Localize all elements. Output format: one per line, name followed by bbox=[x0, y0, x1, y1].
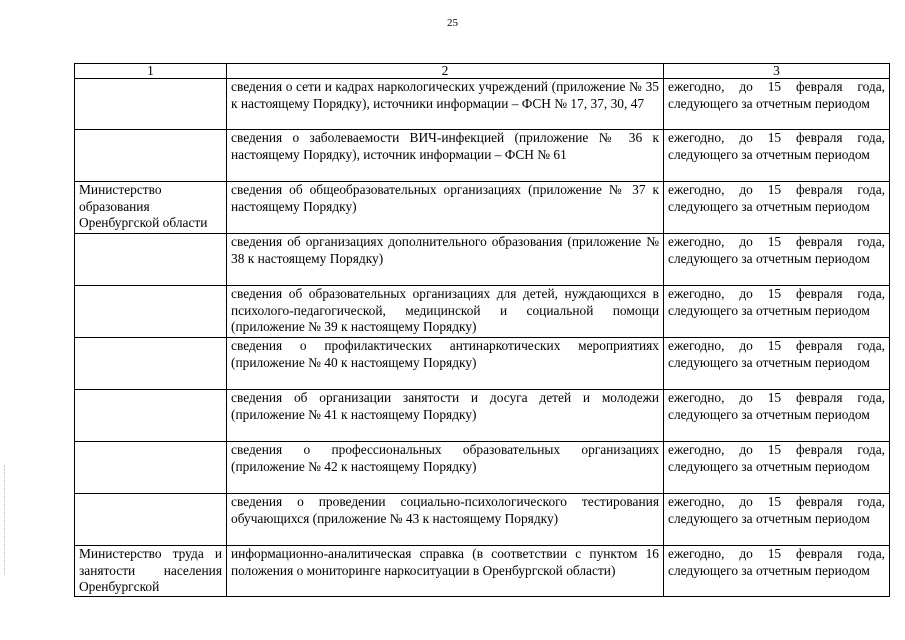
header-col-1: 1 bbox=[75, 64, 227, 79]
org-cell: Министерство образования Оренбургской области bbox=[75, 182, 227, 234]
term-cell: ежегодно, до 15 февраля года, следующего за отчетным периодом bbox=[664, 442, 890, 494]
desc-cell: сведения о заболеваемости ВИЧ-инфекцией (приложение № 36 к настоящему Порядку), источник информации – ФСН № 61 bbox=[227, 130, 664, 182]
table-header bbox=[75, 64, 890, 79]
desc-cell: сведения о профессиональных образовательных организациях (приложение № 42 к настоящему Порядку) bbox=[227, 442, 664, 494]
table-row bbox=[75, 182, 890, 234]
desc-cell: сведения об организациях дополнительного образования (приложение № 38 к настоящему Порядку) bbox=[227, 234, 664, 286]
desc-cell: сведения о проведении социально-психологического тестирования обучающихся (приложение № 43 к настоящему Порядку) bbox=[227, 494, 664, 546]
header-col-3: 3 bbox=[664, 64, 890, 79]
table-row bbox=[75, 442, 890, 494]
term-cell: ежегодно, до 15 февраля года, следующего за отчетным периодом bbox=[664, 234, 890, 286]
table-row bbox=[75, 234, 890, 286]
term-cell: ежегодно, до 15 февраля года, следующего за отчетным периодом bbox=[664, 494, 890, 546]
org-cell bbox=[75, 390, 227, 442]
org-cell bbox=[75, 494, 227, 546]
table-row bbox=[75, 79, 890, 130]
org-cell bbox=[75, 286, 227, 338]
org-cell bbox=[75, 442, 227, 494]
desc-cell: сведения об образовательных организациях для детей, нуждающихся в психолого-педагогической, медицинской и социальной помощи (приложение № 39 к настоящему Порядку) bbox=[227, 286, 664, 338]
desc-cell: сведения об общеобразовательных организациях (приложение № 37 к настоящему Порядку) bbox=[227, 182, 664, 234]
table-row bbox=[75, 286, 890, 338]
table-row bbox=[75, 338, 890, 390]
page-number: 25 bbox=[447, 17, 458, 29]
header-col-2: 2 bbox=[227, 64, 664, 79]
desc-cell: сведения о сети и кадрах наркологических учреждений (приложение № 35 к настоящему Порядку), источники информации – ФСН № 17, 37, 30, 47 bbox=[227, 79, 664, 130]
desc-cell: сведения об организации занятости и досуга детей и молодежи (приложение № 41 к настоящему Порядку) bbox=[227, 390, 664, 442]
term-cell: ежегодно, до 15 февраля года, следующего за отчетным периодом bbox=[664, 390, 890, 442]
org-cell: Министерство труда и занятости населения Оренбургской bbox=[75, 546, 227, 597]
term-cell: ежегодно, до 15 февраля года, следующего за отчетным периодом bbox=[664, 286, 890, 338]
org-cell bbox=[75, 79, 227, 130]
term-cell: ежегодно, до 15 февраля года, следующего за отчетным периодом bbox=[664, 338, 890, 390]
table-row bbox=[75, 494, 890, 546]
term-cell: ежегодно, до 15 февраля года, следующего за отчетным периодом bbox=[664, 130, 890, 182]
desc-cell: сведения о профилактических антинаркотических мероприятиях (приложение № 40 к настоящему Порядку) bbox=[227, 338, 664, 390]
table-row bbox=[75, 546, 890, 597]
org-cell bbox=[75, 338, 227, 390]
org-cell bbox=[75, 234, 227, 286]
org-cell bbox=[75, 130, 227, 182]
desc-cell: информационно-аналитическая справка (в соответствии с пунктом 16 положения о мониторинге наркоситуации в Оренбургской области) bbox=[227, 546, 664, 597]
table-body bbox=[75, 79, 890, 597]
table-row bbox=[75, 390, 890, 442]
reporting-table bbox=[74, 63, 890, 597]
table-row bbox=[75, 130, 890, 182]
term-cell: ежегодно, до 15 февраля года, следующего за отчетным периодом bbox=[664, 79, 890, 130]
scan-margin-marks bbox=[4, 465, 9, 575]
term-cell: ежегодно, до 15 февраля года, следующего за отчетным периодом bbox=[664, 182, 890, 234]
header-row bbox=[75, 64, 890, 79]
term-cell: ежегодно, до 15 февраля года, следующего за отчетным периодом bbox=[664, 546, 890, 597]
